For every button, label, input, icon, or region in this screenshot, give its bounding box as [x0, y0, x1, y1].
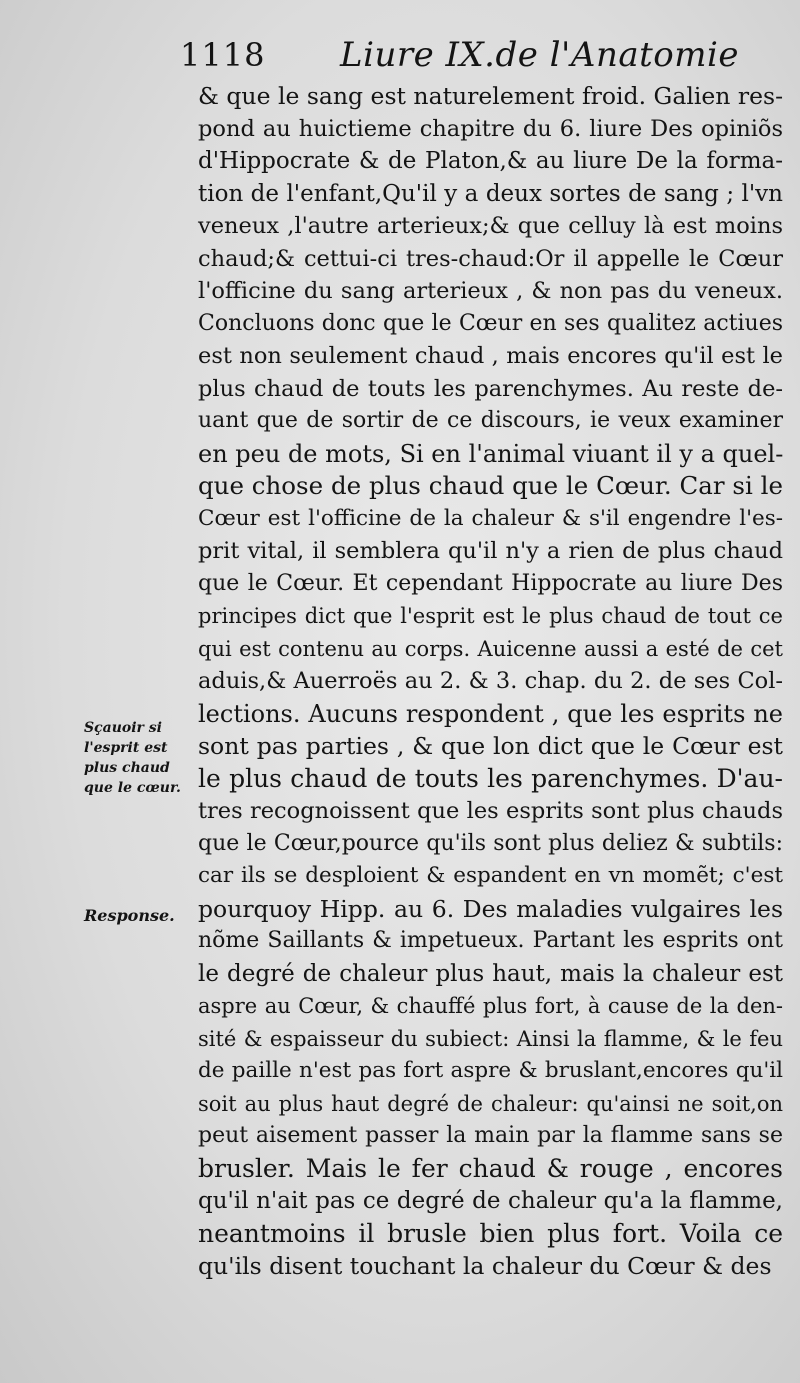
text-line: le degré de chaleur plus haut, mais la chaleur est — [198, 960, 783, 987]
text-line: nõme Saillants & impetueux. Partant les esprits ont — [198, 928, 783, 953]
text-line: car ils se desploient & espandent en vn momẽt; c'est — [198, 863, 783, 888]
text-line: sité & espaisseur du subiect: Ainsi la flamme, & le feu — [198, 1026, 783, 1051]
text-line: uant que de sortir de ce discours, ie veux examiner — [198, 408, 783, 433]
margin-note-line: que le cœur. — [84, 780, 181, 796]
text-line: d'Hippocrate & de Platon,& au liure De la forma- — [198, 148, 783, 174]
text-line: que chose de plus chaud que le Cœur. Car si le — [198, 471, 783, 500]
text-line: que le Cœur. Et cependant Hippocrate au liure Des — [198, 570, 783, 596]
margin-note-line: plus chaud — [84, 760, 170, 776]
text-line: aspre au Cœur, & chauffé plus fort, à cause de la den- — [198, 994, 783, 1018]
text-line: en peu de mots, Si en l'animal viuant il y a quel- — [198, 439, 784, 468]
text-line: qui est contenu au corps. Auicenne aussi a esté de cet — [198, 636, 783, 661]
margin-note-line: l'esprit est — [84, 740, 168, 756]
text-line: sont pas parties , & que lon dict que le Cœur est — [198, 732, 783, 760]
text-line: soit au plus haut degré de chaleur: qu'ainsi ne soit,on — [198, 1091, 783, 1116]
text-line: plus chaud de touts les parenchymes. Au reste de- — [198, 375, 783, 402]
text-line: & que le sang est naturelement froid. Galien res- — [198, 82, 784, 110]
text-line: l'officine du sang arterieux , & non pas du veneux. — [198, 278, 783, 304]
text-line: que le Cœur,pource qu'ils sont plus deliez & subtils: — [198, 830, 783, 856]
text-line: tres recognoissent que les esprits sont plus chauds — [198, 798, 783, 824]
text-line: chaud;& cettui-ci tres-chaud:Or il appelle le Cœur — [198, 245, 783, 272]
text-line: pond au huictieme chapitre du 6. liure Des opiniõs — [198, 115, 783, 142]
text-line: lections. Aucuns respondent , que les esprits ne — [198, 699, 783, 728]
text-line: pourquoy Hipp. au 6. Des maladies vulgaires les — [198, 894, 783, 923]
margin-note-response — [84, 906, 194, 926]
text-line: le plus chaud de touts les parenchymes. D'au- — [198, 763, 783, 793]
text-line: est non seulement chaud , mais encores qu'il est le — [198, 343, 783, 369]
margin-note-line: Response. — [84, 906, 175, 925]
text-line: principes dict que l'esprit est le plus chaud de tout ce — [198, 604, 783, 628]
running-title: Liure IX.de l'Anatomie — [340, 35, 739, 75]
text-line: veneux ,l'autre arterieux;& que celluy là est moins — [198, 213, 783, 239]
text-line: neantmoins il brusle bien plus fort. Voila ce — [198, 1218, 783, 1248]
text-line: brusler. Mais le fer chaud & rouge , encores — [198, 1153, 783, 1183]
text-line: Cœur est l'officine de la chaleur & s'il engendre l'es- — [198, 505, 783, 531]
body-text — [198, 80, 783, 1283]
text-line: qu'il n'ait pas ce degré de chaleur qu'a la flamme, — [198, 1188, 783, 1214]
text-line: prit vital, il semblera qu'il n'y a rien de plus chaud — [198, 538, 783, 564]
text-line: tion de l'enfant,Qu'il y a deux sortes de sang ; l'vn — [198, 180, 783, 207]
text-line: aduis,& Auerroës au 2. & 3. chap. du 2. de ses Col- — [198, 668, 783, 694]
margin-note-line: Sçauoir si — [84, 720, 162, 736]
page-header — [180, 30, 780, 80]
page-number: 1118 — [180, 36, 266, 74]
text-line: Concluons donc que le Cœur en ses qualitez actiues — [198, 310, 783, 336]
text-line: peut aisement passer la main par la flamme sans se — [198, 1123, 783, 1148]
text-line: de paille n'est pas fort aspre & bruslant,encores qu'il — [198, 1058, 783, 1083]
margin-note-question — [84, 718, 194, 798]
text-line: qu'ils disent touchant la chaleur du Cœur & des — [198, 1252, 772, 1280]
